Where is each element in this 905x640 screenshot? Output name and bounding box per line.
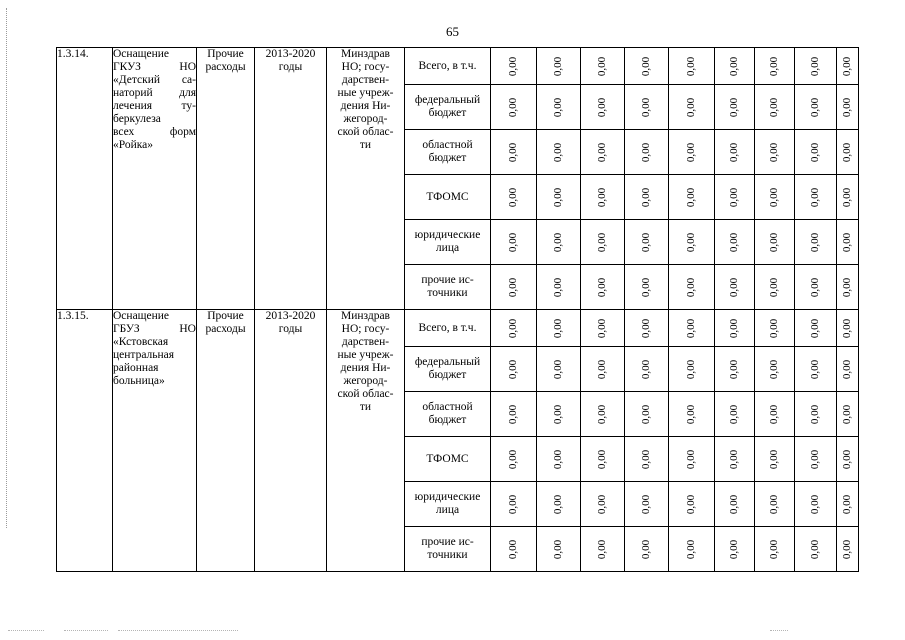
funding-source: ТФОМС: [405, 437, 491, 482]
amount-cell: [669, 130, 715, 175]
amount-value: 0,00: [768, 404, 780, 424]
implementation-period: 2013-2020 годы: [255, 48, 327, 310]
amount-value: 0,00: [640, 404, 652, 424]
amount-cell: [537, 527, 581, 572]
amount-cell: [625, 310, 669, 347]
amount-value: 0,00: [809, 277, 821, 297]
amount-value: 0,00: [596, 318, 608, 338]
executor-line: жегород-: [343, 113, 388, 125]
item-name-line: лечения ту-: [113, 100, 196, 112]
amount-value: 0,00: [728, 404, 740, 424]
executor: [327, 48, 405, 310]
amount-value: 0,00: [809, 318, 821, 338]
item-name-line: всех форм: [113, 126, 196, 138]
item-name-line: Оснащение: [113, 48, 170, 60]
amount-cell: [537, 347, 581, 392]
amount-value: 0,00: [552, 449, 564, 469]
amount-cell: [715, 347, 755, 392]
amount-cell: [625, 437, 669, 482]
funding-source: областной бюджет: [405, 392, 491, 437]
amount-value: 0,00: [768, 494, 780, 514]
amount-cell: [795, 310, 837, 347]
amount-cell: [537, 437, 581, 482]
amount-cell: [491, 310, 537, 347]
amount-value: 0,00: [841, 142, 853, 162]
amount-cell: [625, 527, 669, 572]
amount-cell: [755, 220, 795, 265]
amount-cell: [537, 175, 581, 220]
amount-cell: [837, 392, 859, 437]
scan-artifact-dots: [770, 630, 788, 631]
amount-value: 0,00: [640, 359, 652, 379]
amount-cell: [755, 48, 795, 85]
amount-value: 0,00: [685, 318, 697, 338]
amount-cell: [795, 220, 837, 265]
amount-value: 0,00: [728, 97, 740, 117]
amount-cell: [795, 347, 837, 392]
amount-value: 0,00: [640, 142, 652, 162]
amount-value: 0,00: [552, 494, 564, 514]
amount-cell: [491, 527, 537, 572]
amount-value: 0,00: [552, 359, 564, 379]
amount-value: 0,00: [507, 359, 519, 379]
amount-value: 0,00: [552, 142, 564, 162]
amount-value: 0,00: [507, 404, 519, 424]
amount-cell: [625, 48, 669, 85]
amount-cell: [491, 482, 537, 527]
amount-cell: [537, 220, 581, 265]
amount-cell: [795, 130, 837, 175]
amount-value: 0,00: [768, 359, 780, 379]
amount-cell: [491, 48, 537, 85]
amount-cell: [795, 527, 837, 572]
executor-line: ской облас-: [337, 388, 394, 400]
amount-value: 0,00: [552, 318, 564, 338]
item-code: 1.3.15.: [57, 310, 113, 572]
item-name-line: «Детский са-: [113, 74, 196, 86]
amount-cell: [669, 85, 715, 130]
amount-value: 0,00: [809, 56, 821, 76]
amount-cell: [581, 175, 625, 220]
budget-table: [56, 47, 859, 572]
amount-cell: [715, 48, 755, 85]
page-number: 65: [446, 24, 459, 39]
amount-value: 0,00: [841, 404, 853, 424]
amount-cell: [491, 392, 537, 437]
amount-value: 0,00: [768, 539, 780, 559]
funding-source: областной бюджет: [405, 130, 491, 175]
amount-value: 0,00: [507, 232, 519, 252]
amount-value: 0,00: [640, 318, 652, 338]
amount-value: 0,00: [841, 494, 853, 514]
amount-value: 0,00: [596, 142, 608, 162]
amount-value: 0,00: [640, 277, 652, 297]
amount-cell: [581, 310, 625, 347]
amount-value: 0,00: [768, 449, 780, 469]
executor-line: ные учреж-: [337, 349, 394, 361]
amount-value: 0,00: [809, 539, 821, 559]
amount-value: 0,00: [768, 187, 780, 207]
amount-value: 0,00: [841, 97, 853, 117]
amount-value: 0,00: [841, 449, 853, 469]
amount-cell: [795, 85, 837, 130]
executor-line: ской облас-: [337, 126, 394, 138]
amount-value: 0,00: [685, 539, 697, 559]
item-name-line: ГКУЗ НО: [113, 61, 196, 73]
amount-cell: [625, 220, 669, 265]
amount-value: 0,00: [728, 277, 740, 297]
amount-value: 0,00: [596, 187, 608, 207]
amount-cell: [625, 85, 669, 130]
amount-cell: [837, 347, 859, 392]
amount-cell: [491, 265, 537, 310]
amount-cell: [715, 482, 755, 527]
amount-value: 0,00: [552, 277, 564, 297]
amount-cell: [625, 347, 669, 392]
funding-source: прочие ис- точники: [405, 265, 491, 310]
executor-line: ные учреж-: [337, 87, 394, 99]
amount-value: 0,00: [640, 97, 652, 117]
amount-value: 0,00: [552, 539, 564, 559]
amount-cell: [669, 527, 715, 572]
amount-value: 0,00: [507, 494, 519, 514]
amount-cell: [537, 392, 581, 437]
item-code: 1.3.14.: [57, 48, 113, 310]
executor: [327, 310, 405, 572]
amount-cell: [491, 85, 537, 130]
amount-cell: [581, 347, 625, 392]
amount-value: 0,00: [841, 359, 853, 379]
amount-cell: [837, 130, 859, 175]
executor-line: НО; госу-: [341, 61, 390, 73]
funding-source: Всего, в т.ч.: [405, 48, 491, 85]
amount-cell: [715, 220, 755, 265]
amount-cell: [581, 220, 625, 265]
amount-cell: [755, 175, 795, 220]
amount-value: 0,00: [596, 494, 608, 514]
table-body: [57, 48, 859, 572]
amount-value: 0,00: [596, 97, 608, 117]
item-name: [113, 48, 197, 310]
amount-cell: [581, 482, 625, 527]
amount-cell: [537, 482, 581, 527]
amount-value: 0,00: [809, 449, 821, 469]
amount-value: 0,00: [685, 187, 697, 207]
amount-value: 0,00: [507, 318, 519, 338]
amount-cell: [795, 392, 837, 437]
amount-cell: [837, 220, 859, 265]
amount-cell: [755, 347, 795, 392]
amount-cell: [755, 130, 795, 175]
amount-cell: [625, 265, 669, 310]
amount-value: 0,00: [728, 232, 740, 252]
amount-value: 0,00: [685, 359, 697, 379]
amount-value: 0,00: [841, 318, 853, 338]
item-name-line: наторий для: [113, 87, 196, 99]
amount-value: 0,00: [728, 359, 740, 379]
amount-cell: [795, 437, 837, 482]
amount-value: 0,00: [768, 142, 780, 162]
funding-source: прочие ис- точники: [405, 527, 491, 572]
amount-value: 0,00: [685, 232, 697, 252]
amount-cell: [755, 310, 795, 347]
amount-value: 0,00: [768, 97, 780, 117]
amount-cell: [669, 265, 715, 310]
expense-type: Прочие расходы: [197, 310, 255, 572]
item-name-line: больница»: [113, 375, 165, 387]
amount-cell: [491, 437, 537, 482]
amount-cell: [581, 527, 625, 572]
executor-line: дарствен-: [341, 336, 390, 348]
amount-value: 0,00: [640, 187, 652, 207]
amount-cell: [581, 265, 625, 310]
amount-value: 0,00: [728, 449, 740, 469]
amount-cell: [715, 265, 755, 310]
amount-value: 0,00: [552, 404, 564, 424]
funding-source: юридические лица: [405, 482, 491, 527]
amount-value: 0,00: [507, 97, 519, 117]
amount-cell: [669, 48, 715, 85]
amount-value: 0,00: [728, 318, 740, 338]
item-name: [113, 310, 197, 572]
amount-cell: [669, 175, 715, 220]
table-row: [57, 48, 859, 85]
amount-cell: [837, 48, 859, 85]
amount-cell: [581, 130, 625, 175]
amount-value: 0,00: [640, 539, 652, 559]
amount-value: 0,00: [768, 56, 780, 76]
amount-value: 0,00: [809, 404, 821, 424]
amount-value: 0,00: [552, 97, 564, 117]
executor-line: Минздрав: [340, 48, 390, 60]
amount-value: 0,00: [809, 142, 821, 162]
item-name-line: ГБУЗ НО: [113, 323, 196, 335]
amount-value: 0,00: [685, 56, 697, 76]
scan-artifact-dots: [64, 630, 108, 631]
amount-cell: [755, 85, 795, 130]
amount-value: 0,00: [809, 232, 821, 252]
amount-value: 0,00: [507, 449, 519, 469]
amount-cell: [669, 347, 715, 392]
amount-value: 0,00: [685, 449, 697, 469]
amount-value: 0,00: [728, 56, 740, 76]
amount-cell: [715, 175, 755, 220]
item-name-line: районная: [113, 362, 159, 374]
amount-cell: [581, 85, 625, 130]
amount-value: 0,00: [685, 277, 697, 297]
implementation-period: 2013-2020 годы: [255, 310, 327, 572]
amount-value: 0,00: [728, 142, 740, 162]
amount-value: 0,00: [596, 449, 608, 469]
amount-value: 0,00: [596, 232, 608, 252]
amount-cell: [755, 437, 795, 482]
amount-value: 0,00: [809, 187, 821, 207]
amount-cell: [755, 392, 795, 437]
amount-value: 0,00: [640, 56, 652, 76]
amount-cell: [669, 437, 715, 482]
amount-cell: [837, 85, 859, 130]
amount-value: 0,00: [596, 277, 608, 297]
amount-value: 0,00: [685, 142, 697, 162]
amount-value: 0,00: [596, 359, 608, 379]
amount-value: 0,00: [685, 97, 697, 117]
amount-value: 0,00: [768, 277, 780, 297]
amount-cell: [581, 437, 625, 482]
amount-cell: [715, 85, 755, 130]
executor-line: дарствен-: [341, 74, 390, 86]
amount-cell: [625, 175, 669, 220]
amount-cell: [669, 392, 715, 437]
amount-value: 0,00: [596, 539, 608, 559]
amount-value: 0,00: [596, 56, 608, 76]
amount-cell: [795, 482, 837, 527]
executor-line: НО; госу-: [341, 323, 390, 335]
executor-line: ти: [359, 401, 372, 413]
amount-cell: [715, 392, 755, 437]
scan-artifact-dots: [8, 630, 44, 631]
amount-cell: [491, 347, 537, 392]
item-name-line: «Ройка»: [113, 139, 154, 151]
amount-value: 0,00: [507, 187, 519, 207]
amount-cell: [581, 392, 625, 437]
amount-value: 0,00: [685, 404, 697, 424]
amount-cell: [837, 175, 859, 220]
amount-value: 0,00: [841, 232, 853, 252]
amount-cell: [755, 527, 795, 572]
scan-artifact-dots: [118, 630, 238, 631]
funding-source: федеральный бюджет: [405, 347, 491, 392]
table-row: [57, 310, 859, 347]
amount-cell: [491, 220, 537, 265]
amount-cell: [837, 527, 859, 572]
amount-cell: [581, 48, 625, 85]
item-name-line: центральная: [113, 349, 175, 361]
amount-value: 0,00: [685, 494, 697, 514]
amount-cell: [537, 130, 581, 175]
amount-value: 0,00: [809, 494, 821, 514]
amount-value: 0,00: [640, 449, 652, 469]
amount-value: 0,00: [841, 56, 853, 76]
amount-value: 0,00: [507, 539, 519, 559]
funding-source: ТФОМС: [405, 175, 491, 220]
amount-value: 0,00: [841, 187, 853, 207]
amount-cell: [537, 85, 581, 130]
amount-value: 0,00: [728, 539, 740, 559]
amount-cell: [537, 310, 581, 347]
amount-value: 0,00: [768, 232, 780, 252]
amount-cell: [795, 48, 837, 85]
executor-line: Минздрав: [340, 310, 390, 322]
funding-source: федеральный бюджет: [405, 85, 491, 130]
amount-cell: [491, 130, 537, 175]
executor-line: жегород-: [343, 375, 388, 387]
amount-value: 0,00: [809, 359, 821, 379]
amount-cell: [795, 175, 837, 220]
amount-cell: [669, 482, 715, 527]
amount-cell: [755, 265, 795, 310]
amount-cell: [491, 175, 537, 220]
amount-value: 0,00: [507, 56, 519, 76]
executor-line: дения Ни-: [340, 362, 391, 374]
item-name-line: беркулеза: [113, 113, 161, 125]
amount-value: 0,00: [841, 539, 853, 559]
amount-value: 0,00: [728, 494, 740, 514]
executor-line: дения Ни-: [340, 100, 391, 112]
amount-value: 0,00: [596, 404, 608, 424]
binding-margin-line: [6, 8, 7, 528]
funding-source: юридические лица: [405, 220, 491, 265]
executor-line: ти: [359, 139, 372, 151]
amount-cell: [715, 130, 755, 175]
amount-cell: [625, 482, 669, 527]
amount-cell: [669, 310, 715, 347]
amount-value: 0,00: [552, 187, 564, 207]
expense-type: Прочие расходы: [197, 48, 255, 310]
amount-value: 0,00: [507, 142, 519, 162]
amount-cell: [795, 265, 837, 310]
item-name-line: «Кстовская: [113, 336, 169, 348]
amount-value: 0,00: [640, 232, 652, 252]
amount-cell: [837, 310, 859, 347]
amount-cell: [669, 220, 715, 265]
amount-cell: [625, 130, 669, 175]
amount-value: 0,00: [768, 318, 780, 338]
amount-cell: [837, 437, 859, 482]
amount-cell: [715, 527, 755, 572]
amount-cell: [755, 482, 795, 527]
amount-cell: [837, 265, 859, 310]
amount-value: 0,00: [728, 187, 740, 207]
amount-value: 0,00: [640, 494, 652, 514]
amount-value: 0,00: [507, 277, 519, 297]
amount-cell: [537, 48, 581, 85]
funding-source: Всего, в т.ч.: [405, 310, 491, 347]
amount-value: 0,00: [552, 56, 564, 76]
amount-cell: [625, 392, 669, 437]
amount-value: 0,00: [809, 97, 821, 117]
amount-value: 0,00: [841, 277, 853, 297]
amount-cell: [715, 437, 755, 482]
amount-cell: [837, 482, 859, 527]
item-name-line: Оснащение: [113, 310, 170, 322]
amount-cell: [715, 310, 755, 347]
amount-cell: [537, 265, 581, 310]
amount-value: 0,00: [552, 232, 564, 252]
